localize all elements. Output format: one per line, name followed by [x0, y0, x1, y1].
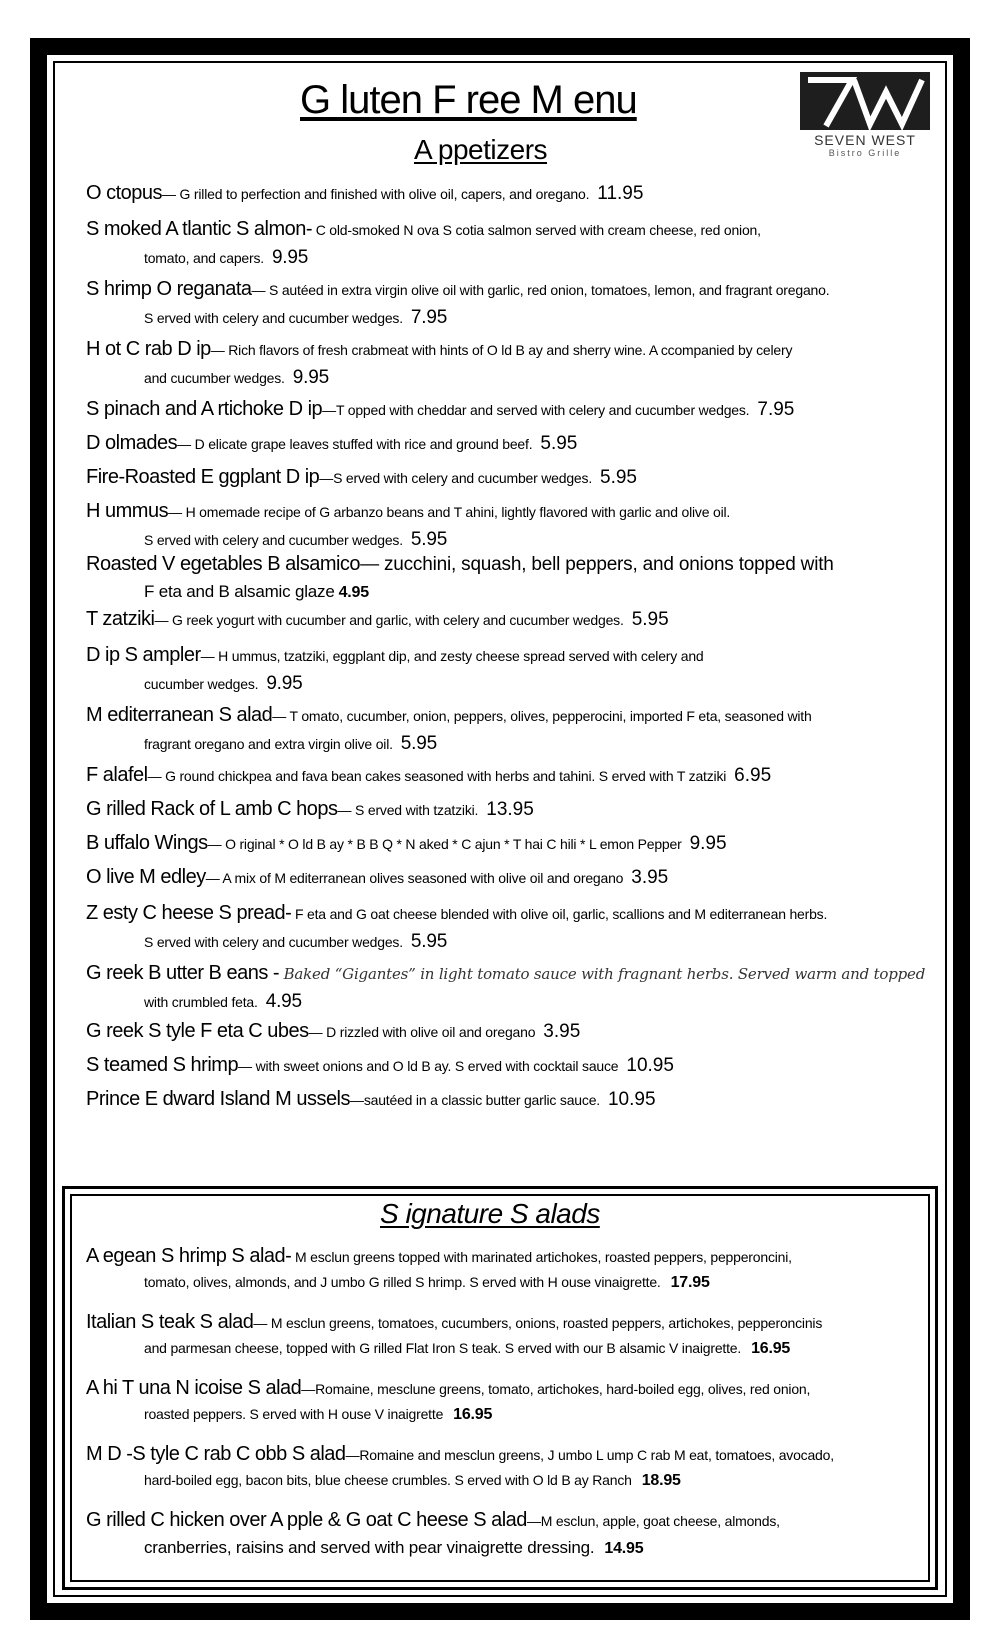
item-first-line: [86, 278, 830, 300]
item-description-continued: F eta and B alsamic glaze 4.95: [144, 582, 369, 601]
item-description: — M esclun greens, tomatoes, cucumbers, onions, roasted peppers, artichokes, pepperoncinis: [253, 1315, 823, 1331]
item-description: — with sweet onions and O ld B ay. S erved with cocktail sauce: [238, 1058, 619, 1074]
item-first-line: [86, 553, 834, 575]
item-name: S pinach and A rtichoke D ip: [86, 398, 323, 420]
item-first-line: [86, 218, 761, 240]
item-price: 18.95: [641, 1472, 681, 1489]
item-first-line: [86, 902, 828, 924]
salad-item: [86, 1311, 956, 1358]
item-price: 13.95: [486, 799, 534, 820]
item-description: —S erved with celery and cucumber wedges.: [319, 470, 593, 486]
item-description: — G round chickpea and fava bean cakes seasoned with herbs and tahini. S erved with T zatziki: [147, 768, 727, 784]
item-first-line: [86, 1509, 780, 1531]
salad-item: [86, 1443, 956, 1490]
item-name: S hrimp O reganata: [86, 278, 252, 300]
seven-west-logo-icon: [800, 72, 930, 130]
item-price: 9.95: [292, 367, 329, 388]
item-first-line: [86, 432, 578, 454]
item-description: — O riginal * O ld B ay * B B Q * N aked * C ajun * T hai C hili * L emon Pepper: [207, 836, 682, 852]
item-first-line: [86, 1377, 811, 1399]
item-description: —sautéed in a classic butter garlic sauce.: [350, 1092, 600, 1108]
item-description: — D rizzled with olive oil and oregano: [308, 1024, 536, 1040]
item-description: — H ummus, tzatziki, eggplant dip, and zesty cheese spread served with celery and: [200, 648, 704, 664]
item-price: 5.95: [631, 609, 669, 630]
item-price: 16.95: [453, 1406, 493, 1423]
menu-item: [86, 704, 946, 755]
item-first-line: [86, 798, 534, 820]
menu-item: [86, 866, 946, 889]
item-first-line: [86, 764, 772, 786]
item-first-line: [86, 832, 727, 854]
logo-name: SEVEN WEST: [814, 132, 916, 148]
item-name: A hi T una N icoise S alad: [86, 1377, 302, 1399]
menu-item: [86, 553, 946, 602]
item-description-continued: with crumbled feta. 4.95: [144, 991, 302, 1012]
item-first-line: [86, 1088, 656, 1110]
item-name: M editerranean S alad: [86, 704, 273, 726]
item-description: — S autéed in extra virgin olive oil with garlic, red onion, tomatoes, lemon, and fragrant oregano.: [251, 282, 830, 298]
salad-item: [86, 1245, 956, 1292]
item-first-line: [86, 866, 669, 888]
item-price: 7.95: [757, 399, 795, 420]
item-description-continued: S erved with celery and cucumber wedges. 5.95: [144, 931, 448, 952]
item-first-line: [86, 466, 637, 488]
appetizers-heading: A ppetizers: [414, 134, 548, 165]
item-name: G reek S tyle F eta C ubes: [86, 1020, 309, 1042]
menu-item: [86, 218, 946, 269]
item-first-line: [86, 1020, 581, 1042]
item-price: 6.95: [734, 765, 772, 786]
item-price: 5.95: [540, 433, 578, 454]
item-price: 9.95: [266, 673, 303, 694]
page-title: G luten F ree M enu: [300, 78, 637, 122]
salad-item: [86, 1509, 956, 1558]
item-name: F alafel: [86, 764, 148, 786]
item-name: Z esty C heese S pread-: [86, 902, 292, 924]
menu-item: [86, 608, 946, 631]
item-price: 10.95: [626, 1055, 674, 1076]
item-name: T zatziki: [86, 608, 155, 630]
item-description: — zucchini, squash, bell peppers, and onions topped with: [360, 554, 834, 575]
item-description-continued: cranberries, raisins and served with pear vinaigrette dressing. 14.95: [144, 1538, 644, 1557]
item-price: 4.95: [338, 584, 369, 601]
item-first-line: [86, 338, 793, 360]
item-name: S teamed S hrimp: [86, 1054, 239, 1076]
menu-item: [86, 182, 946, 205]
item-name: S moked A tlantic S almon-: [86, 218, 313, 240]
item-description: — A mix of M editerranean olives seasoned with olive oil and oregano: [205, 870, 624, 886]
item-description-continued: tomato, olives, almonds, and J umbo G rilled S hrimp. S erved with H ouse vinaigrette. 17.95: [144, 1274, 710, 1291]
item-price: 4.95: [265, 991, 302, 1012]
menu-item: [86, 338, 946, 389]
menu-item: [86, 832, 946, 855]
menu-item: [86, 902, 946, 953]
item-first-line: [86, 1311, 823, 1333]
item-name: G reek B utter B eans -: [86, 962, 280, 984]
item-first-line: [86, 182, 644, 204]
item-name: A egean S hrimp S alad-: [86, 1245, 292, 1267]
item-name: G rilled C hicken over A pple & G oat C heese S alad: [86, 1509, 527, 1531]
item-name: D ip S ampler: [86, 644, 201, 666]
item-name: H ummus: [86, 500, 169, 522]
item-first-line: [86, 962, 926, 984]
item-description-continued: tomato, and capers. 9.95: [144, 247, 309, 268]
item-price: 9.95: [271, 247, 309, 268]
item-description-continued: S erved with celery and cucumber wedges. 7.95: [144, 307, 448, 328]
item-description-continued: fragrant oregano and extra virgin olive oil. 5.95: [144, 733, 437, 754]
item-price: 5.95: [600, 467, 637, 488]
item-name: H ot C rab D ip: [86, 338, 211, 360]
item-description-continued: and cucumber wedges. 9.95: [144, 367, 329, 388]
menu-item: [86, 1088, 946, 1111]
item-description: —Romaine, mesclune greens, tomato, artichokes, hard-boiled egg, olives, red onion,: [301, 1381, 811, 1397]
item-name: G rilled Rack of L amb C hops: [86, 798, 338, 820]
item-description: —M esclun, apple, goat cheese, almonds,: [526, 1513, 780, 1529]
item-name: D olmades: [86, 432, 178, 454]
item-description: — D elicate grape leaves stuffed with rice and ground beef.: [177, 436, 533, 452]
item-description-continued: S erved with celery and cucumber wedges. 5.95: [144, 529, 448, 550]
item-name: O ctopus: [86, 182, 163, 204]
item-name: Italian S teak S alad: [86, 1311, 254, 1333]
item-price: 5.95: [410, 931, 448, 952]
item-first-line: [86, 1054, 674, 1076]
item-description: C old-smoked N ova S cotia salmon served with cream cheese, red onion,: [312, 222, 761, 238]
menu-item: [86, 398, 946, 421]
item-price: 14.95: [604, 1540, 644, 1557]
item-description: F eta and G oat cheese blended with olive oil, garlic, scallions and M editerranean herbs.: [291, 906, 828, 922]
item-description-continued: cucumber wedges. 9.95: [144, 673, 303, 694]
item-name: Fire-Roasted E ggplant D ip: [86, 466, 320, 488]
item-first-line: [86, 398, 795, 420]
item-first-line: [86, 644, 704, 666]
item-description: — Rich flavors of fresh crabmeat with hints of O ld B ay and sherry wine. A ccompanied by celery: [210, 342, 793, 358]
item-price: 16.95: [751, 1340, 791, 1357]
menu-item: [86, 798, 946, 821]
item-price: 11.95: [597, 183, 644, 204]
item-first-line: [86, 704, 812, 726]
item-description: — G reek yogurt with cucumber and garlic, with celery and cucumber wedges.: [154, 612, 624, 628]
item-name: B uffalo Wings: [86, 832, 208, 854]
item-description: — G rilled to perfection and finished with olive oil, capers, and oregano.: [162, 186, 590, 202]
item-description-continued: and parmesan cheese, topped with G rilled Flat Iron S teak. S erved with our B alsamic V inaigrette. 16.95: [144, 1340, 791, 1357]
item-price: 10.95: [607, 1089, 656, 1110]
menu-item: [86, 764, 946, 787]
item-description: —T opped with cheddar and served with celery and cucumber wedges.: [322, 402, 750, 418]
menu-item: [86, 962, 946, 1013]
item-price: 7.95: [410, 307, 448, 328]
menu-item: [86, 1054, 946, 1077]
salad-item: [86, 1377, 956, 1424]
menu-item: [86, 644, 946, 695]
item-price: 17.95: [670, 1274, 710, 1291]
seven-west-logo: [800, 72, 935, 162]
item-description: — S erved with tzatziki.: [337, 802, 479, 818]
item-description: —Romaine and mesclun greens, J umbo L ump C rab M eat, tomatoes, avocado,: [345, 1447, 834, 1463]
item-description: M esclun greens topped with marinated artichokes, roasted peppers, pepperoncini,: [291, 1249, 792, 1265]
item-first-line: [86, 1245, 792, 1267]
item-first-line: [86, 1443, 834, 1465]
item-description-continued: hard-boiled egg, bacon bits, blue cheese crumbles. S erved with O ld B ay Ranch 18.95: [144, 1472, 681, 1489]
item-description-continued: roasted peppers. S erved with H ouse V inaigrette 16.95: [144, 1406, 493, 1423]
item-name: M D -S tyle C rab C obb S alad: [86, 1443, 346, 1465]
item-first-line: [86, 500, 731, 522]
menu-item: [86, 500, 946, 551]
item-description: — H omemade recipe of G arbanzo beans and T ahini, lightly flavored with garlic and olive oil.: [168, 504, 731, 520]
logo-subtitle: Bistro Grille: [828, 148, 902, 158]
item-price: 3.95: [631, 867, 669, 888]
item-price: 3.95: [543, 1021, 581, 1042]
menu-item: [86, 1020, 946, 1043]
menu-item: [86, 432, 946, 455]
item-name: O live M edley: [86, 866, 206, 888]
salads-heading: S ignature S alads: [380, 1198, 600, 1229]
item-first-line: [86, 608, 669, 630]
item-price: 5.95: [400, 733, 437, 754]
item-price: 9.95: [689, 833, 727, 854]
menu-item: [86, 278, 946, 329]
item-description: — T omato, cucumber, onion, peppers, olives, pepperocini, imported F eta, seasoned with: [272, 708, 812, 724]
item-name: Prince E dward Island M ussels: [86, 1088, 351, 1110]
item-name: Roasted V egetables B alsamico: [86, 553, 361, 575]
item-price: 5.95: [410, 529, 448, 550]
item-description: Baked “Gigantes” in light tomato sauce with fragnant herbs. Served warm and topped: [279, 965, 926, 983]
menu-item: [86, 466, 946, 489]
